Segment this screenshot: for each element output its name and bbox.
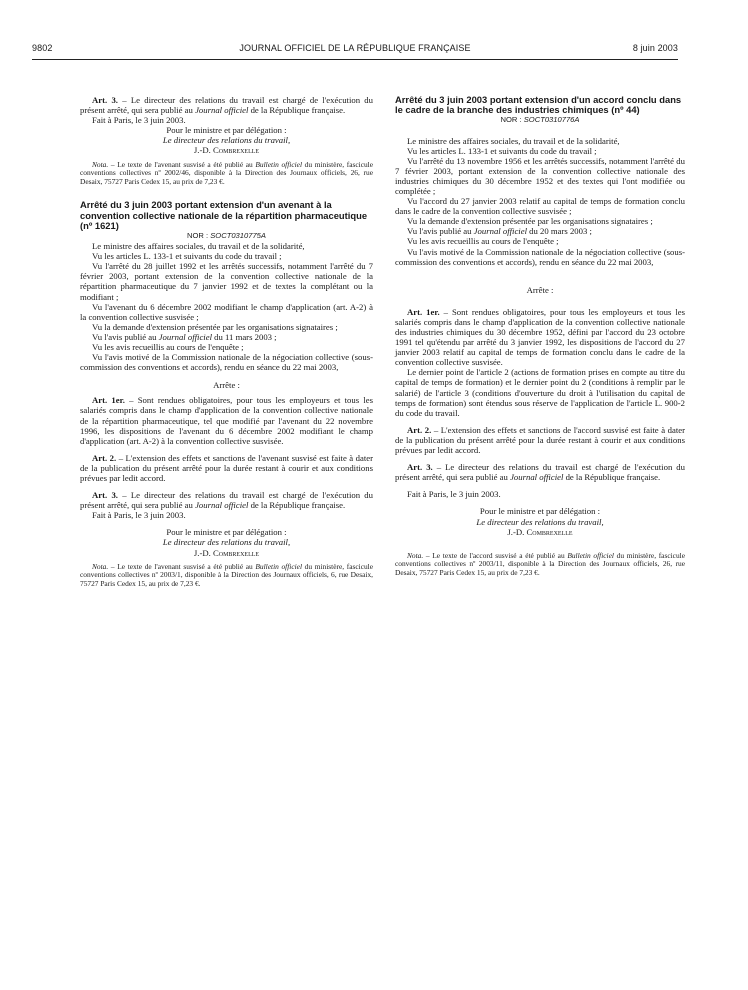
issue-date: 8 juin 2003 — [632, 43, 678, 53]
visa-paragraph: Vu l'avis publié au Journal officiel du 11 mars 2003 ; — [92, 331, 277, 342]
header-rule — [32, 59, 678, 60]
nota-note: Nota. – Le texte de l'avenant susvisé a été publié au Bulletin officiel du ministère, fascicule conventions collectives nº 2003/1, disponible à la Direction des Journaux officiels, 6, rue Desaix, 75727 Paris Cedex 15, au prix de 7,23 €. — [80, 561, 374, 588]
nor-reference: NOR : SOCT0310776A — [500, 115, 580, 125]
page-number: 9802 — [32, 43, 53, 53]
visa-paragraph: Le ministre des affaires sociales, du travail et de la solidarité, — [407, 135, 620, 146]
article-3: Art. 3. – Le directeur des relations du travail est chargé de l'exécution du présent arrêté, qui sera publié au Journal officiel de la République française. — [80, 490, 373, 511]
visa-paragraph: Vu l'avis motivé de la Commission nationale de la négociation collective (sous-commission des conventions et accords), rendu en séance du 22 mai 2003, — [395, 246, 685, 267]
visa-paragraph: Vu l'arrêté du 28 juillet 1992 et les arrêtés successifs, notamment l'arrêté du 7 février 2003, portant extension de la convention collective nationale de la répartition pharmaceutique du 7 janvier 1992 et de textes la complétant ou la modifiant ; — [80, 261, 373, 302]
arrete-title-chimie: Arrêté du 3 juin 2003 portant extension d'un accord conclu dans le cadre de la branche des industries chimiques (nº 44) — [395, 94, 682, 116]
fait-line: Fait à Paris, le 3 juin 2003. — [407, 489, 501, 500]
left-top-art3: Art. 3. – Le directeur des relations du travail est chargé de l'exécution du présent arrêté, qui sera publié au Journal officiel de la République française. — [80, 95, 373, 116]
arrete-heading: Arrête : — [213, 380, 240, 391]
visa-paragraph: Vu les articles L. 133-1 et suivants du code du travail ; — [407, 145, 597, 156]
sig-line1: Pour le ministre et par délégation : — [166, 527, 287, 538]
visa-paragraph: Vu la demande d'extension présentée par les organisations signataires ; — [92, 321, 338, 332]
article-1: Art. 1er. – Sont rendues obligatoires, pour tous les employeurs et tous les salariés compris dans le champ d'application de la convention collective nationale des industries chimiques du 30 décembre 1952, défini par l'accord du 23 octobre 1991 tel qu'étendu par arrêté du 3 janvier 1992, les dispositions de l'accord du 27 janvier 2003 relatif au capital de temps de formation conclu dans le cadre de la convention collective susvisée. — [395, 306, 685, 368]
nota-note: Nota. – Le texte de l'accord susvisé a été publié au Bulletin officiel du ministère, fascicule conventions collectives nº 2003/11, disponible à la Direction des Journaux officiels, 26, rue Desaix, 75727 Paris Cedex 15, au prix de 7,23 €. — [395, 550, 685, 577]
arrete-title-pharma: Arrêté du 3 juin 2003 portant extension d'un avenant à la convention collective nationale de la répartition pharmaceutique (nº 1621) — [80, 199, 368, 231]
article-1-paragraph-2: Le dernier point de l'article 2 (actions de formation prises en compte au titre du capital de temps de formation) et le dernier point du 2 (conditions à remplir par le salarié) de l'article 3 (conditions d'ouverture du droit à l'utilisation du capital de temps de formation) sont étendus sous réserve de l'application de l'article L. 900-2 du code du travail. — [395, 367, 685, 418]
visa-paragraph: Vu l'accord du 27 janvier 2003 relatif au capital de temps de formation conclu dans le cadre de la convention collective susvisée ; — [395, 196, 685, 217]
right-column — [395, 95, 685, 577]
article-2: Art. 2. – L'extension des effets et sanctions de l'accord susvisé est faite à dater de la publication du présent arrêté pour la durée restant à courir et aux conditions prévues par ledit accord. — [395, 424, 685, 456]
sig-line2: Le directeur des relations du travail, — [162, 537, 291, 548]
visa-paragraph: Vu les avis recueillis au cours de l'enquête ; — [92, 341, 244, 352]
left-top-fait: Fait à Paris, le 3 juin 2003. — [92, 115, 186, 126]
page-header — [32, 43, 678, 57]
left-top-sig-line2: Le directeur des relations du travail, — [162, 135, 291, 146]
left-top-sig-line1: Pour le ministre et par délégation : — [166, 125, 287, 136]
visa-paragraph: Le ministre des affaires sociales, du travail et de la solidarité, — [92, 241, 305, 252]
signatory: J.-D. Combrexelle — [507, 526, 573, 537]
arrete-heading: Arrête : — [526, 284, 554, 295]
visa-paragraph: Vu les articles L. 133-1 et suivants du code du travail ; — [92, 251, 282, 262]
visa-paragraph: Vu les avis recueillis au cours de l'enquête ; — [407, 236, 559, 247]
sig-line2: Le directeur des relations du travail, — [476, 516, 604, 527]
fait-line: Fait à Paris, le 3 juin 2003. — [92, 510, 186, 521]
left-column — [80, 95, 373, 588]
visa-paragraph: Vu l'avenant du 6 décembre 2002 modifiant le champ d'application (art. A-2) à la convention collective susvisée ; — [80, 301, 373, 322]
visa-paragraph: Vu la demande d'extension présentée par les organisations signataires ; — [407, 216, 653, 227]
left-top-note: Nota. – Le texte de l'avenant susvisé a été publié au Bulletin officiel du ministère, fascicule conventions collectives nº 2002/46, disponible à la Direction des Journaux officiels, 26, rue Desaix, 75727 Paris Cedex 15, au prix de 7,23 €. — [80, 159, 374, 186]
article-1: Art. 1er. – Sont rendues obligatoires, pour tous les employeurs et tous les salariés compris dans le champ d'application de la convention collective nationale de la répartition pharmaceutique, tel que modifié par l'avenant du 22 novembre 1996, les dispositions de l'avenant du 6 décembre 2002 modifiant le champ d'application (art. A-2) à la convention collective susvisée. — [80, 395, 373, 446]
sig-line1: Pour le ministre et par délégation : — [479, 506, 601, 517]
nor-reference: NOR : SOCT0310775A — [187, 230, 266, 240]
journal-title: JOURNAL OFFICIEL DE LA RÉPUBLIQUE FRANÇAISE — [239, 43, 471, 53]
article-3: Art. 3. – Le directeur des relations du travail est chargé de l'exécution du présent arrêté, qui sera publié au Journal officiel de la République française. — [395, 462, 685, 483]
article-2: Art. 2. – L'extension des effets et sanctions de l'avenant susvisé est faite à dater de la publication du présent arrêté pour la durée restant à courir et aux conditions prévues par ledit accord. — [80, 452, 373, 484]
left-top-signatory: J.-D. Combrexelle — [193, 145, 260, 156]
signatory: J.-D. Combrexelle — [193, 547, 260, 558]
visa-paragraph: Vu l'arrêté du 13 novembre 1956 et les arrêtés successifs, notamment l'arrêté du 7 février 2003, portant extension de la convention collective nationale des industries chimiques du 30 décembre 1952 et des textes qui l'ont modifiée ou complétée ; — [395, 155, 685, 196]
visa-paragraph: Vu l'avis motivé de la Commission nationale de la négociation collective (sous-commission des conventions et accords), rendu en séance du 22 mai 2003, — [80, 352, 373, 373]
visa-paragraph: Vu l'avis publié au Journal officiel du 20 mars 2003 ; — [407, 226, 592, 237]
